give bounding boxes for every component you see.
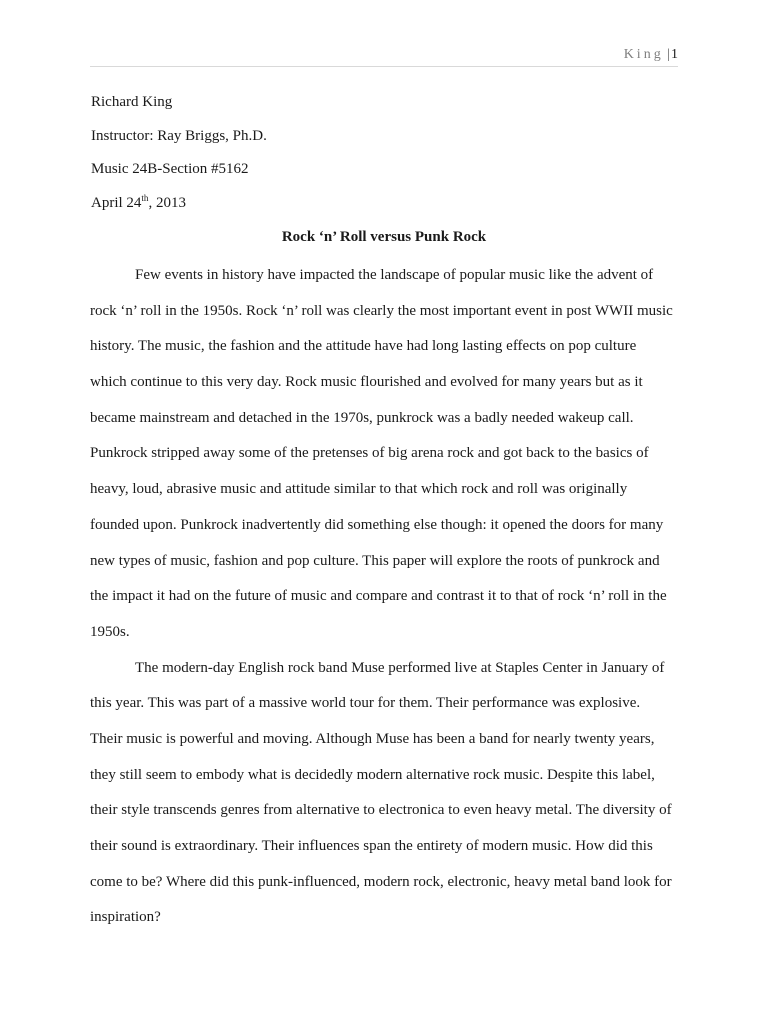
essay-body <box>90 262 678 940</box>
paragraph-1-line: Punkrock stripped away some of the pretenses of big arena rock and got back to the basics of <box>90 445 649 462</box>
paragraph-1-line: 1950s. <box>90 623 130 640</box>
paragraph-2-line: inspiration? <box>90 909 161 926</box>
header-page-number: 1 <box>671 47 678 62</box>
running-header <box>90 46 678 67</box>
heading-author: Richard King <box>91 94 173 110</box>
heading-instructor: Instructor: Ray Briggs, Ph.D. <box>91 127 267 144</box>
paragraph-1-line: rock ‘n’ roll in the 1950s. Rock ‘n’ roll was clearly the most important event in post WWII music <box>90 302 673 319</box>
paragraph-1-line: Few events in history have impacted the landscape of popular music like the advent of <box>135 267 654 283</box>
heading-date-year: , 2013 <box>148 194 186 211</box>
paragraph-1-line: became mainstream and detached in the 1970s, punkrock was a badly needed wakeup call. <box>90 409 634 426</box>
paragraph-2-line: they still seem to embody what is decidedly modern alternative rock music. Despite this label, <box>90 766 655 783</box>
heading-date-suffix: th <box>141 192 149 203</box>
paragraph-2-line: their style transcends genres from alternative to electronica to even heavy metal. The diversity of <box>90 802 672 819</box>
header-author-name: King <box>623 47 664 62</box>
paragraph-1-line: founded upon. Punkrock inadvertently did something else though: it opened the doors for many <box>90 516 664 533</box>
paragraph-2-line: Their music is powerful and moving. Although Muse has been a band for nearly twenty years, <box>90 730 655 747</box>
paragraph-2-line: this year. This was part of a massive world tour for them. Their performance was explosive. <box>90 695 641 712</box>
header-text <box>624 47 678 63</box>
paragraph-1-line: history. The music, the fashion and the attitude have had long lasting effects on pop culture <box>90 338 637 355</box>
heading-date-month-day: April 24 <box>91 194 142 211</box>
paragraph-1-line: new types of music, fashion and pop culture. This paper will explore the roots of punkrock and <box>90 552 660 569</box>
header-separator: | <box>667 47 670 62</box>
paragraph-1-line: the impact it had on the future of music and compare and contrast it to that of rock ‘n’ roll in the <box>90 588 667 605</box>
paragraph-1-line: which continue to this very day. Rock music flourished and evolved for many years but as it <box>90 374 643 391</box>
paragraph-2-line: come to be? Where did this punk-influenced, modern rock, electronic, heavy metal band look for <box>90 873 672 890</box>
paragraph-2-line: The modern-day English rock band Muse performed live at Staples Center in January of <box>135 659 665 676</box>
mla-heading <box>91 91 691 225</box>
heading-date <box>91 192 691 226</box>
paragraph-2-line: their sound is extraordinary. Their influences span the entirety of modern music. How did this <box>90 838 653 854</box>
paragraph-1-line: heavy, loud, abrasive music and attitude similar to that which rock and roll was originally <box>90 481 628 498</box>
heading-course: Music 24B-Section #5162 <box>91 161 249 178</box>
essay-title: Rock ‘n’ Roll versus Punk Rock <box>281 229 487 245</box>
